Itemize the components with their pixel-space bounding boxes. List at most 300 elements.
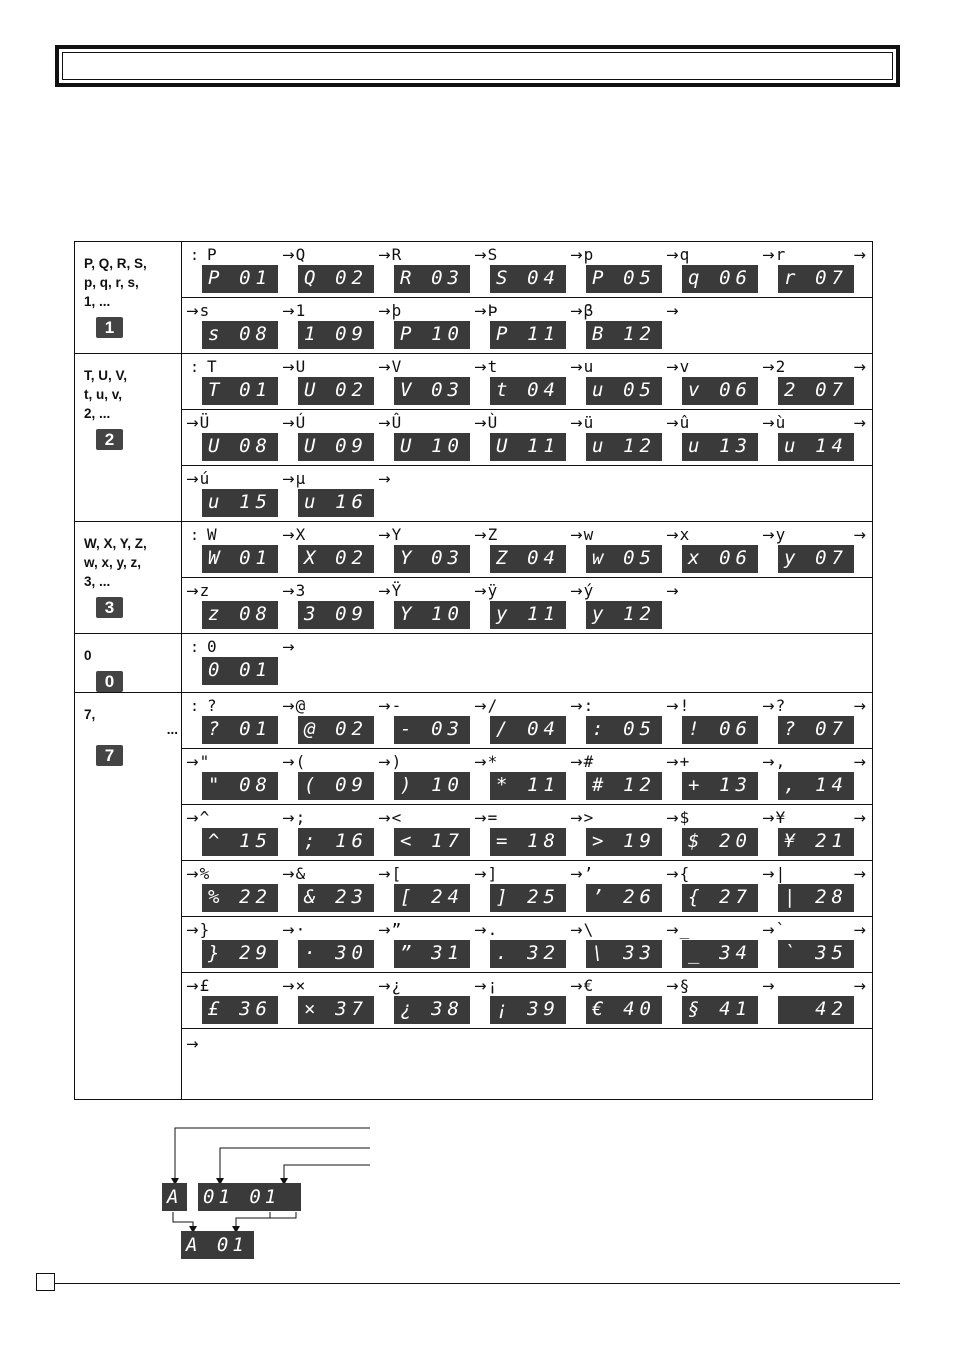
- character-label: =: [487, 808, 498, 827]
- character-label: ’: [583, 864, 594, 883]
- lcd-glyph: ?: [208, 718, 220, 740]
- arrow-icon: →: [666, 302, 679, 320]
- lcd-glyph: ”: [400, 942, 412, 964]
- character-label: <: [391, 808, 402, 827]
- lcd-glyph: -: [400, 718, 412, 740]
- character-label: &: [295, 864, 306, 883]
- character-label: £: [199, 976, 210, 995]
- arrow-icon: →: [762, 358, 775, 376]
- character-label: Ü: [199, 413, 210, 432]
- character-label: ·: [295, 920, 306, 939]
- lcd-code: 05: [623, 547, 656, 569]
- arrow-icon: →: [853, 977, 866, 995]
- arrow-icon: →: [378, 302, 391, 320]
- arrow-icon: →: [762, 246, 775, 264]
- lcd-code: 39: [527, 998, 560, 1020]
- arrow-icon: →: [378, 414, 391, 432]
- lcd-code: 11: [527, 323, 560, 345]
- character-label: ,: [775, 752, 786, 771]
- diagram-lcd-glyph: A: [162, 1183, 187, 1211]
- character-label: $: [679, 808, 690, 827]
- arrow-icon: →: [282, 246, 295, 264]
- arrow-icon: →: [378, 753, 391, 771]
- lcd-code: 12: [623, 603, 656, 625]
- lcd-glyph: $: [688, 830, 700, 852]
- arrow-icon: →: [570, 246, 583, 264]
- lcd-code: 04: [527, 547, 560, 569]
- lcd-glyph: V: [400, 379, 412, 401]
- arrow-icon: →: [378, 470, 391, 488]
- character-label: #: [583, 752, 594, 771]
- character-label: €: [583, 976, 594, 995]
- character-label: ¿: [391, 976, 402, 995]
- arrow-icon: →: [762, 865, 775, 883]
- colon-marker: :: [190, 526, 200, 544]
- arrow-icon: →: [474, 302, 487, 320]
- character-label: 2: [775, 357, 786, 376]
- arrow-icon: →: [666, 865, 679, 883]
- arrow-icon: →: [762, 753, 775, 771]
- lcd-glyph: 1: [304, 323, 316, 345]
- arrow-icon: →: [853, 809, 866, 827]
- arrow-icon: →: [762, 697, 775, 715]
- lcd-code: 01: [239, 267, 272, 289]
- arrow-icon: →: [282, 526, 295, 544]
- arrow-icon: →: [186, 921, 199, 939]
- lcd-glyph: `: [784, 942, 796, 964]
- lcd-code: 17: [431, 830, 464, 852]
- character-label: *: [487, 752, 498, 771]
- character-label: .: [487, 920, 498, 939]
- arrow-icon: →: [762, 414, 775, 432]
- character-label: :: [583, 696, 594, 715]
- lcd-glyph: U: [304, 435, 316, 457]
- character-label: q: [679, 245, 690, 264]
- character-label: ": [199, 752, 210, 771]
- arrow-icon: →: [186, 302, 199, 320]
- arrow-icon: →: [570, 753, 583, 771]
- colon-marker: :: [190, 358, 200, 376]
- arrow-icon: →: [474, 809, 487, 827]
- lcd-code: 12: [623, 323, 656, 345]
- lcd-glyph: !: [688, 718, 700, 740]
- character-label: @: [295, 696, 306, 715]
- character-label: β: [583, 301, 594, 320]
- lcd-glyph: €: [592, 998, 604, 1020]
- page-number-box: [36, 1273, 55, 1291]
- lcd-glyph: =: [496, 830, 508, 852]
- lcd-glyph: .: [496, 942, 508, 964]
- lcd-code: 07: [815, 379, 848, 401]
- lcd-glyph: /: [496, 718, 508, 740]
- arrow-icon: →: [570, 977, 583, 995]
- lcd-code: 30: [335, 942, 368, 964]
- lcd-glyph: #: [592, 774, 604, 796]
- lcd-glyph: P: [208, 267, 220, 289]
- arrow-icon: →: [474, 358, 487, 376]
- lcd-code: 38: [431, 998, 464, 1020]
- lcd-glyph: u: [208, 491, 220, 513]
- arrow-icon: →: [570, 809, 583, 827]
- lcd-code: 06: [719, 547, 752, 569]
- arrow-icon: →: [378, 697, 391, 715]
- lcd-glyph: y: [496, 603, 508, 625]
- character-label: U: [295, 357, 306, 376]
- lcd-code: 28: [815, 886, 848, 908]
- lcd-code: 02: [335, 379, 368, 401]
- colon-marker: :: [190, 697, 200, 715]
- keycap-icon: 1: [96, 317, 123, 338]
- lcd-glyph: q: [688, 267, 700, 289]
- character-label: ?: [775, 696, 786, 715]
- character-label: }: [199, 920, 210, 939]
- lcd-code: 42: [815, 998, 848, 1020]
- character-label: \: [583, 920, 594, 939]
- character-label: ¥: [775, 808, 786, 827]
- lcd-code: 13: [719, 774, 752, 796]
- key-label-line: 2, ...: [84, 406, 111, 421]
- character-label: ;: [295, 808, 306, 827]
- lcd-glyph: u: [688, 435, 700, 457]
- arrow-icon: →: [378, 358, 391, 376]
- lcd-code: 21: [815, 830, 848, 852]
- lcd-glyph: *: [496, 774, 508, 796]
- lcd-code: 02: [335, 718, 368, 740]
- arrow-icon: →: [282, 865, 295, 883]
- arrow-icon: →: [186, 414, 199, 432]
- arrow-icon: →: [378, 809, 391, 827]
- lcd-glyph: U: [496, 435, 508, 457]
- key-label-line: t, u, v,: [84, 387, 123, 402]
- character-label: v: [679, 357, 690, 376]
- bracket-right-b: [270, 1212, 296, 1218]
- lcd-glyph: &: [304, 886, 316, 908]
- key-label-ellipsis: ...: [166, 722, 178, 737]
- lcd-code: 03: [431, 547, 464, 569]
- character-label: §: [679, 976, 690, 995]
- lcd-code: 08: [239, 774, 272, 796]
- lcd-glyph: ’: [592, 886, 604, 908]
- character-label: W: [207, 525, 217, 544]
- arrow-icon: →: [378, 526, 391, 544]
- lcd-code: 40: [623, 998, 656, 1020]
- lcd-code: 37: [335, 998, 368, 1020]
- arrow-icon: →: [570, 582, 583, 600]
- character-label: Q: [295, 245, 306, 264]
- lcd-code: 09: [335, 774, 368, 796]
- key-label-line: w, x, y, z,: [84, 555, 142, 570]
- keycap-icon: 7: [96, 745, 123, 766]
- character-label: R: [391, 245, 402, 264]
- lcd-code: 20: [719, 830, 752, 852]
- lcd-code: 11: [527, 603, 560, 625]
- lcd-code: 02: [335, 267, 368, 289]
- lcd-glyph: @: [304, 718, 316, 740]
- arrow-icon: →: [853, 753, 866, 771]
- lcd-glyph: y: [784, 547, 796, 569]
- character-label: Þ: [487, 301, 498, 320]
- arrow-icon: →: [186, 470, 199, 488]
- lcd-code: 04: [527, 379, 560, 401]
- lcd-glyph: ¥: [784, 830, 796, 852]
- lcd-glyph: v: [688, 379, 700, 401]
- lcd-code: 23: [335, 886, 368, 908]
- character-label: |: [775, 864, 786, 883]
- character-label: r: [775, 245, 786, 264]
- character-label: Ÿ: [391, 581, 402, 600]
- lcd-code: 01: [239, 379, 272, 401]
- lcd-glyph: ?: [784, 718, 796, 740]
- arrow-icon: →: [474, 921, 487, 939]
- arrow-icon: →: [853, 921, 866, 939]
- lcd-code: 33: [623, 942, 656, 964]
- colon-marker: :: [190, 638, 200, 656]
- character-label: %: [199, 864, 210, 883]
- lcd-glyph: z: [208, 603, 220, 625]
- character-label: V: [391, 357, 402, 376]
- lcd-code: 36: [239, 998, 272, 1020]
- lcd-glyph: t: [496, 379, 508, 401]
- arrow-icon: →: [666, 414, 679, 432]
- character-label: 1: [295, 301, 306, 320]
- lcd-glyph: Y: [400, 547, 412, 569]
- lcd-glyph: P: [592, 267, 604, 289]
- lcd-glyph: %: [208, 886, 220, 908]
- lcd-glyph: Z: [496, 547, 508, 569]
- lcd-code: 32: [527, 942, 560, 964]
- lcd-code: 03: [431, 718, 464, 740]
- leader-line-2: [220, 1148, 370, 1180]
- arrow-icon: →: [282, 582, 295, 600]
- lcd-glyph: _: [688, 942, 700, 964]
- arrow-icon: →: [282, 470, 295, 488]
- key-label-line: 0: [84, 648, 92, 663]
- lcd-glyph: 3: [304, 603, 316, 625]
- arrow-icon: →: [474, 753, 487, 771]
- lcd-code: 22: [239, 886, 272, 908]
- lcd-code: 10: [431, 774, 464, 796]
- colon-marker: :: [190, 246, 200, 264]
- arrow-icon: →: [282, 414, 295, 432]
- arrow-icon: →: [282, 638, 295, 656]
- arrow-icon: →: [282, 921, 295, 939]
- character-label: t: [487, 357, 498, 376]
- lcd-code: 34: [719, 942, 752, 964]
- character-label: /: [487, 696, 498, 715]
- lcd-code: 01: [239, 547, 272, 569]
- lcd-glyph: {: [688, 886, 700, 908]
- arrow-icon: →: [666, 753, 679, 771]
- lcd-code: 25: [527, 886, 560, 908]
- lcd-code: 03: [431, 267, 464, 289]
- arrow-icon: →: [378, 582, 391, 600]
- lcd-glyph: s: [208, 323, 220, 345]
- lcd-glyph: W: [208, 547, 220, 569]
- lcd-glyph: ¡: [496, 998, 508, 1020]
- key-label-line: W, X, Y, Z,: [84, 536, 147, 551]
- keycap-icon: 0: [96, 671, 123, 692]
- key-label-line: P, Q, R, S,: [84, 256, 147, 271]
- keycap-icon: 3: [96, 597, 123, 618]
- lcd-glyph: U: [208, 435, 220, 457]
- character-label: >: [583, 808, 594, 827]
- lcd-glyph: ;: [304, 830, 316, 852]
- lcd-glyph: +: [688, 774, 700, 796]
- lcd-code: 11: [527, 774, 560, 796]
- arrow-icon: →: [474, 526, 487, 544]
- lcd-code: 10: [431, 435, 464, 457]
- arrow-icon: →: [570, 697, 583, 715]
- lcd-glyph: y: [592, 603, 604, 625]
- lcd-glyph: >: [592, 830, 604, 852]
- arrow-icon: →: [474, 865, 487, 883]
- lcd-glyph: :: [592, 718, 604, 740]
- character-label: µ: [295, 469, 306, 488]
- lcd-code: 06: [719, 718, 752, 740]
- character-label: s: [199, 301, 210, 320]
- character-label: `: [775, 920, 786, 939]
- arrow-icon: →: [570, 921, 583, 939]
- bracket-right: [236, 1212, 270, 1228]
- arrow-icon: →: [666, 246, 679, 264]
- lcd-code: 41: [719, 998, 752, 1020]
- lcd-code: 04: [527, 267, 560, 289]
- lcd-code: 10: [431, 603, 464, 625]
- lcd-code: 14: [815, 435, 848, 457]
- character-label: ]: [487, 864, 498, 883]
- character-label: y: [775, 525, 786, 544]
- lcd-glyph: U: [400, 435, 412, 457]
- arrow-icon: →: [666, 526, 679, 544]
- arrow-icon: →: [378, 921, 391, 939]
- lcd-code: 08: [239, 603, 272, 625]
- lcd-glyph: <: [400, 830, 412, 852]
- arrow-icon: →: [853, 526, 866, 544]
- arrow-icon: →: [378, 865, 391, 883]
- character-label: x: [679, 525, 690, 544]
- arrow-icon: →: [282, 977, 295, 995]
- arrow-icon: →: [282, 753, 295, 771]
- lcd-code: 07: [815, 718, 848, 740]
- character-label: P: [207, 245, 217, 264]
- arrow-icon: →: [474, 697, 487, 715]
- lcd-glyph: 2: [784, 379, 796, 401]
- lcd-glyph: (: [304, 774, 316, 796]
- arrow-icon: →: [666, 809, 679, 827]
- lcd-glyph: \: [592, 942, 604, 964]
- arrow-icon: →: [570, 358, 583, 376]
- key-label-line: 1, ...: [84, 294, 111, 309]
- lcd-code: 09: [335, 323, 368, 345]
- character-label: Ù: [487, 413, 498, 432]
- character-label: Z: [487, 525, 498, 544]
- lcd-code: 24: [431, 886, 464, 908]
- lcd-glyph: ,: [784, 774, 796, 796]
- lcd-code: 15: [239, 830, 272, 852]
- arrow-icon: →: [853, 865, 866, 883]
- arrow-icon: →: [666, 358, 679, 376]
- arrow-icon: →: [378, 246, 391, 264]
- character-label: Ú: [295, 413, 306, 432]
- lcd-glyph: 0: [208, 659, 220, 681]
- arrow-icon: →: [282, 809, 295, 827]
- lcd-glyph: w: [592, 547, 604, 569]
- lcd-code: 05: [623, 718, 656, 740]
- key-label-line: 7,: [84, 707, 96, 722]
- lcd-code: 18: [527, 830, 560, 852]
- diagram-lcd-result: A 01: [181, 1231, 254, 1259]
- character-label: T: [207, 357, 217, 376]
- character-label: ×: [295, 976, 306, 995]
- arrow-icon: →: [853, 414, 866, 432]
- lcd-code: 03: [431, 379, 464, 401]
- keycap-icon: 2: [96, 429, 123, 450]
- lcd-code: 01: [239, 718, 272, 740]
- lcd-glyph: ·: [304, 942, 316, 964]
- lcd-glyph: R: [400, 267, 412, 289]
- lcd-code: 11: [527, 435, 560, 457]
- arrow-icon: →: [853, 358, 866, 376]
- lcd-glyph: x: [688, 547, 700, 569]
- arrow-icon: →: [186, 753, 199, 771]
- character-label: 3: [295, 581, 306, 600]
- arrow-icon: →: [282, 697, 295, 715]
- arrow-icon: →: [282, 302, 295, 320]
- lcd-code: 10: [431, 323, 464, 345]
- arrow-icon: →: [570, 526, 583, 544]
- arrow-icon: →: [186, 865, 199, 883]
- leader-line-3: [284, 1165, 370, 1180]
- character-label: ): [391, 752, 402, 771]
- lcd-code: 06: [719, 267, 752, 289]
- lcd-glyph: £: [208, 998, 220, 1020]
- lcd-code: 16: [335, 830, 368, 852]
- lcd-code: 07: [815, 547, 848, 569]
- lcd-glyph: Y: [400, 603, 412, 625]
- lcd-code: 06: [719, 379, 752, 401]
- arrow-icon: →: [762, 809, 775, 827]
- arrow-icon: →: [186, 977, 199, 995]
- arrow-icon: →: [186, 1035, 199, 1053]
- lcd-code: 15: [239, 491, 272, 513]
- character-label: (: [295, 752, 306, 771]
- lcd-glyph: r: [784, 267, 796, 289]
- arrow-icon: →: [570, 302, 583, 320]
- arrow-icon: →: [378, 977, 391, 995]
- lcd-code: 07: [815, 267, 848, 289]
- arrow-icon: →: [186, 582, 199, 600]
- arrow-icon: →: [853, 697, 866, 715]
- lcd-code: 31: [431, 942, 464, 964]
- character-label: Y: [391, 525, 402, 544]
- lcd-glyph: }: [208, 942, 220, 964]
- lcd-glyph: ×: [304, 998, 316, 1020]
- arrow-icon: →: [762, 977, 775, 995]
- lcd-glyph: P: [400, 323, 412, 345]
- lcd-glyph: ¿: [400, 998, 412, 1020]
- character-label: þ: [391, 301, 402, 320]
- arrow-icon: →: [570, 414, 583, 432]
- arrow-icon: →: [474, 414, 487, 432]
- lcd-glyph: [: [400, 886, 412, 908]
- arrow-icon: →: [666, 582, 679, 600]
- bracket-left: [173, 1212, 193, 1228]
- lcd-glyph: |: [784, 886, 796, 908]
- character-label: ý: [583, 581, 594, 600]
- character-label: S: [487, 245, 498, 264]
- lcd-glyph: S: [496, 267, 508, 289]
- key-label-line: p, q, r, s,: [84, 275, 139, 290]
